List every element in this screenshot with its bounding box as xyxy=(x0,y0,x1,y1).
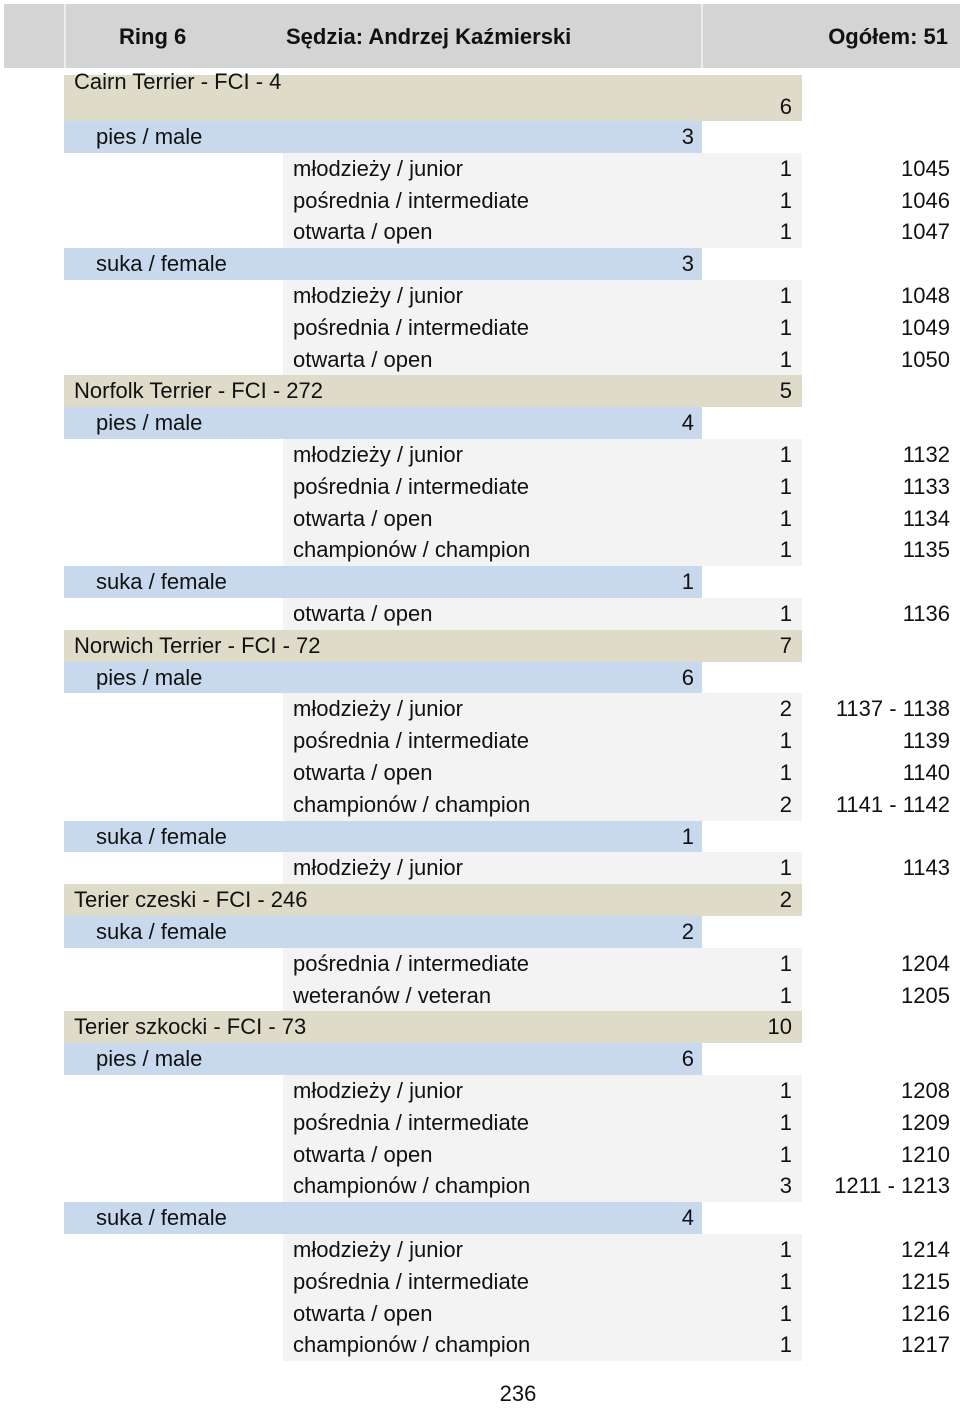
sex-row xyxy=(0,821,960,853)
sex-label: suka / female xyxy=(96,251,227,277)
class-label: młodzieży / junior xyxy=(293,855,463,881)
breed-count: 7 xyxy=(779,632,792,658)
catalog-numbers: 1135 xyxy=(902,537,950,563)
class-row xyxy=(0,1234,960,1266)
catalog-numbers: 1133 xyxy=(902,473,950,499)
sex-row xyxy=(0,916,960,948)
page-number: 236 xyxy=(499,1381,537,1406)
sex-count: 3 xyxy=(681,251,694,277)
class-count: 1 xyxy=(779,1300,792,1326)
class-count: 1 xyxy=(779,728,792,754)
class-count: 1 xyxy=(779,760,792,785)
class-row xyxy=(0,852,960,884)
class-count: 1 xyxy=(779,314,792,340)
catalog-numbers: 1210 xyxy=(901,1141,950,1167)
sex-row xyxy=(0,1202,960,1234)
class-count: 1 xyxy=(779,155,792,181)
class-row xyxy=(0,312,960,344)
catalog-numbers: 1141 - 1142 xyxy=(835,791,950,817)
catalog-numbers: 1139 xyxy=(902,728,950,754)
class-row xyxy=(0,789,960,821)
breed-name: Cairn Terrier - FCI - 4 xyxy=(74,69,282,94)
class-count: 1 xyxy=(779,283,792,308)
class-label: otwarta / open xyxy=(293,505,433,531)
sex-count: 4 xyxy=(681,410,694,436)
class-row xyxy=(0,216,960,248)
class-label: młodzieży / junior xyxy=(293,442,463,467)
class-row xyxy=(0,1075,960,1107)
sex-label: suka / female xyxy=(96,569,227,595)
breed-count: 2 xyxy=(779,887,792,913)
catalog-numbers: 1215 xyxy=(901,1268,950,1294)
sex-count: 3 xyxy=(681,124,694,149)
class-label: pośrednia / intermediate xyxy=(293,950,530,976)
ring-label: Ring 6 xyxy=(119,24,187,49)
class-count: 3 xyxy=(779,1173,792,1199)
class-label: weteranów / veteran xyxy=(293,982,492,1008)
class-row xyxy=(0,439,960,471)
breed-row xyxy=(0,375,960,407)
class-count: 1 xyxy=(779,1237,792,1262)
class-count: 1 xyxy=(779,855,792,881)
sex-row xyxy=(0,662,960,694)
breed-row xyxy=(0,630,960,662)
catalog-numbers: 1214 xyxy=(901,1237,950,1262)
class-count: 2 xyxy=(779,791,792,817)
catalog-numbers: 1216 xyxy=(901,1300,950,1326)
sex-row xyxy=(0,566,960,598)
sex-row xyxy=(0,407,960,439)
class-row xyxy=(0,1170,960,1202)
catalog-numbers: 1209 xyxy=(901,1109,950,1135)
sex-row xyxy=(0,121,960,153)
class-label: młodzieży / junior xyxy=(293,283,463,308)
catalog-numbers: 1211 - 1213 xyxy=(834,1173,950,1199)
class-row xyxy=(0,948,960,980)
catalog-numbers: 1217 xyxy=(901,1332,950,1358)
class-count: 2 xyxy=(779,696,792,722)
catalog-numbers: 1134 xyxy=(902,505,950,531)
class-row xyxy=(0,471,960,503)
class-label: otwarta / open xyxy=(293,760,433,785)
class-row xyxy=(0,980,960,1012)
breed-name: Norwich Terrier - FCI - 72 xyxy=(74,632,321,658)
catalog-numbers: 1205 xyxy=(901,982,950,1008)
class-label: championów / champion xyxy=(293,1173,531,1199)
breed-name: Terier czeski - FCI - 246 xyxy=(74,887,308,913)
sex-label: pies / male xyxy=(96,410,203,436)
sex-count: 4 xyxy=(681,1205,694,1231)
class-count: 1 xyxy=(779,982,792,1008)
class-label: pośrednia / intermediate xyxy=(293,314,530,340)
class-count: 1 xyxy=(779,537,792,563)
catalog-numbers: 1136 xyxy=(902,601,950,626)
sex-row xyxy=(0,1043,960,1075)
class-row xyxy=(0,1298,960,1330)
class-row xyxy=(0,1329,960,1361)
class-row xyxy=(0,280,960,312)
sex-label: suka / female xyxy=(96,823,227,849)
class-label: pośrednia / intermediate xyxy=(293,1109,530,1135)
class-count: 1 xyxy=(779,1109,792,1135)
class-count: 1 xyxy=(779,1078,792,1103)
class-row xyxy=(0,153,960,185)
breed-name: Norfolk Terrier - FCI - 272 xyxy=(74,378,323,404)
class-row xyxy=(0,534,960,566)
class-label: championów / champion xyxy=(293,537,531,563)
class-row xyxy=(0,725,960,757)
class-label: pośrednia / intermediate xyxy=(293,187,530,213)
class-count: 1 xyxy=(779,346,792,372)
sex-count: 6 xyxy=(681,664,694,690)
class-row xyxy=(0,1139,960,1171)
class-count: 1 xyxy=(779,442,792,467)
catalog-numbers: 1048 xyxy=(901,283,950,308)
sex-count: 2 xyxy=(681,919,694,944)
class-count: 1 xyxy=(779,601,792,626)
class-count: 1 xyxy=(779,1332,792,1358)
sex-label: suka / female xyxy=(96,1205,227,1231)
catalog-numbers: 1132 xyxy=(902,442,950,467)
class-row xyxy=(0,1266,960,1298)
class-label: pośrednia / intermediate xyxy=(293,473,530,499)
total-count: Ogółem: 51 xyxy=(828,24,948,49)
class-count: 1 xyxy=(779,219,792,245)
class-row xyxy=(0,344,960,376)
class-label: młodzieży / junior xyxy=(293,696,463,722)
class-count: 1 xyxy=(779,187,792,213)
judge-label: Sędzia: Andrzej Kaźmierski xyxy=(286,24,572,49)
sex-label: pies / male xyxy=(96,124,203,149)
class-row xyxy=(0,693,960,725)
sex-count: 1 xyxy=(681,823,694,849)
catalog-numbers: 1143 xyxy=(902,855,950,881)
breed-count: 10 xyxy=(767,1014,792,1040)
catalog-numbers: 1208 xyxy=(901,1078,950,1103)
class-label: otwarta / open xyxy=(293,1300,433,1326)
catalog-numbers: 1204 xyxy=(901,950,950,976)
class-row xyxy=(0,503,960,535)
class-label: młodzieży / junior xyxy=(293,1078,463,1103)
sex-label: suka / female xyxy=(96,919,227,944)
catalog-numbers: 1140 xyxy=(902,760,950,785)
class-label: otwarta / open xyxy=(293,1141,433,1167)
class-label: pośrednia / intermediate xyxy=(293,1268,530,1294)
catalog-numbers: 1047 xyxy=(901,219,950,245)
class-label: championów / champion xyxy=(293,791,531,817)
class-label: otwarta / open xyxy=(293,346,433,372)
catalog-numbers: 1137 - 1138 xyxy=(835,696,950,722)
catalog-numbers: 1050 xyxy=(901,346,950,372)
breed-name: Terier szkocki - FCI - 73 xyxy=(74,1014,307,1040)
catalog-numbers: 1046 xyxy=(901,187,950,213)
sex-row xyxy=(0,248,960,280)
class-label: championów / champion xyxy=(293,1332,531,1358)
class-label: młodzieży / junior xyxy=(293,1237,463,1262)
catalog-numbers: 1049 xyxy=(901,314,950,340)
class-label: młodzieży / junior xyxy=(293,155,463,181)
class-label: otwarta / open xyxy=(293,219,433,245)
class-count: 1 xyxy=(779,473,792,499)
class-row xyxy=(0,598,960,630)
class-count: 1 xyxy=(779,950,792,976)
breed-row xyxy=(0,1011,960,1043)
breed-row xyxy=(0,884,960,916)
class-count: 1 xyxy=(779,1268,792,1294)
class-count: 1 xyxy=(779,505,792,531)
breed-count: 6 xyxy=(779,94,792,119)
sex-label: pies / male xyxy=(96,664,203,690)
class-row xyxy=(0,1107,960,1139)
class-row xyxy=(0,757,960,789)
breed-count: 5 xyxy=(779,378,792,404)
sex-label: pies / male xyxy=(96,1046,203,1072)
sex-count: 6 xyxy=(681,1046,694,1072)
class-row xyxy=(0,185,960,217)
catalog-numbers: 1045 xyxy=(901,155,950,181)
class-label: pośrednia / intermediate xyxy=(293,728,530,754)
class-label: otwarta / open xyxy=(293,601,433,626)
class-count: 1 xyxy=(779,1141,792,1167)
sex-count: 1 xyxy=(681,569,694,595)
breed-row xyxy=(0,69,960,121)
